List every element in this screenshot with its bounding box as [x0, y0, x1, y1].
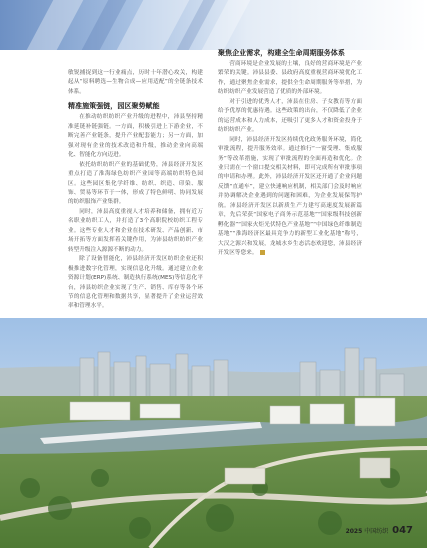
body-paragraph: 依托纺织纺织产业的基础优势，沛县经济开发区重点打造了淮海绿色纺织产业园等高端纺织特色园区。这些园区集化学纤维、纺织、织造、印染、服饰、贸易等环节于一体，形成了特色鲜明、协同发展的纺织服饰产业集群。: [68, 161, 203, 206]
body-paragraph: 营商环境是企业发展的土壤，良好的营商环境是产业繁荣的关键。沛县县委、县政府高度重视营商环境优化工作，通过聚焦企业需求，提供全生命周期服务等举措，为纺织纺织产业发展营造了优质的外部环境。: [218, 61, 362, 96]
right-text-column: [218, 48, 362, 259]
intro-paragraph: 敏锐捕捉到这一行业痛点，历时十年潜心攻关，构建起从“原料聘选—生物合成—应用适配”的全链条技术体系。: [68, 70, 203, 95]
body-paragraph-text: 同时，沛县经济开发区持续优化政务服务环境，简化审批流程，提升服务效率。通过推行“一窗受理、集成服务”等改革措施，实现了审批流程的全面再造和优化。企业只需在一个窗口提交相关材料，即可完成所有审批事项的申请和办理。此外，沛县经济开发区还开通了企业问题反馈“直通车”，建立快速响应机制，相关部门会及时响应并协调解决企业遇到的问题和困难，为企业发展保驾护航。沛县经济开发区以新质生产力建写高速度发展新篇章，先后荣获“国家电子商务示范基地”“国家级科技创新孵化器”“国家火炬光伏特色产业基地”“中国绿色纤维制造基地”“淮海经济区最具竞争力的新型工业化基地”称号，大汉之源兴和发展，龙城水乡生态活态欢迎您，沛县经济开发区等您来。: [218, 136, 362, 257]
section-heading-industry: 精准施策强链，园区聚势赋能: [68, 102, 160, 111]
page-footer: [346, 525, 413, 536]
body-paragraph-final: [218, 136, 362, 259]
footer-page-number: 047: [392, 525, 413, 536]
body-paragraph: 除了设备智能化，沛县经济开发区纺织企业还积极推进数字化管理，实现信息化升级。通过建立企业资源计划(ERP)系统、制造执行系统(MES)等信息化平台，沛县纺织企业实现了生产、销售、库存等各个环节的信息化管理和数据共享，显著提升了企业运营效率和管理水平。: [68, 256, 203, 310]
body-paragraph: 对于引进的优秀人才，沛县在住房、子女教育等方面给予优厚的优惠待遇。这些政策的出台，不仅降低了企业的运营成本和人力成本，还吸引了更多人才和资金投身于纺织纺织产业。: [218, 98, 362, 134]
footer-magazine-name: 中国纺织: [364, 528, 389, 535]
left-text-column: [68, 69, 203, 312]
aerial-city-photo: [0, 318, 427, 548]
header-banner: [0, 0, 427, 50]
end-of-article-mark: [260, 250, 265, 255]
footer-year: 2025: [345, 528, 363, 535]
section-heading-service: 聚焦企业需求，构建全生命周期服务体系: [218, 49, 345, 57]
body-paragraph: 同时，沛县高度重视人才培养和储备，拥有近万名职业纺织工人，并打造了3个高职院校纺织工程专业。这些专业人才和企业在技术研发、产品创新、市场开拓等方面发挥着关键作用，为沛县纺织纺织产业转型升级注入源源不断的动力。: [68, 208, 203, 253]
body-paragraph: 在推动纺织纺织产业升级的进程中，沛县坚持精准延链补链强链。一方面，积极引进上下游企业，不断完善产业链条，提升产业配套能力；另一方面，加强对现有企业的技术改造和升级，推动企业向高端化、智能化方向迈进。: [68, 114, 203, 159]
